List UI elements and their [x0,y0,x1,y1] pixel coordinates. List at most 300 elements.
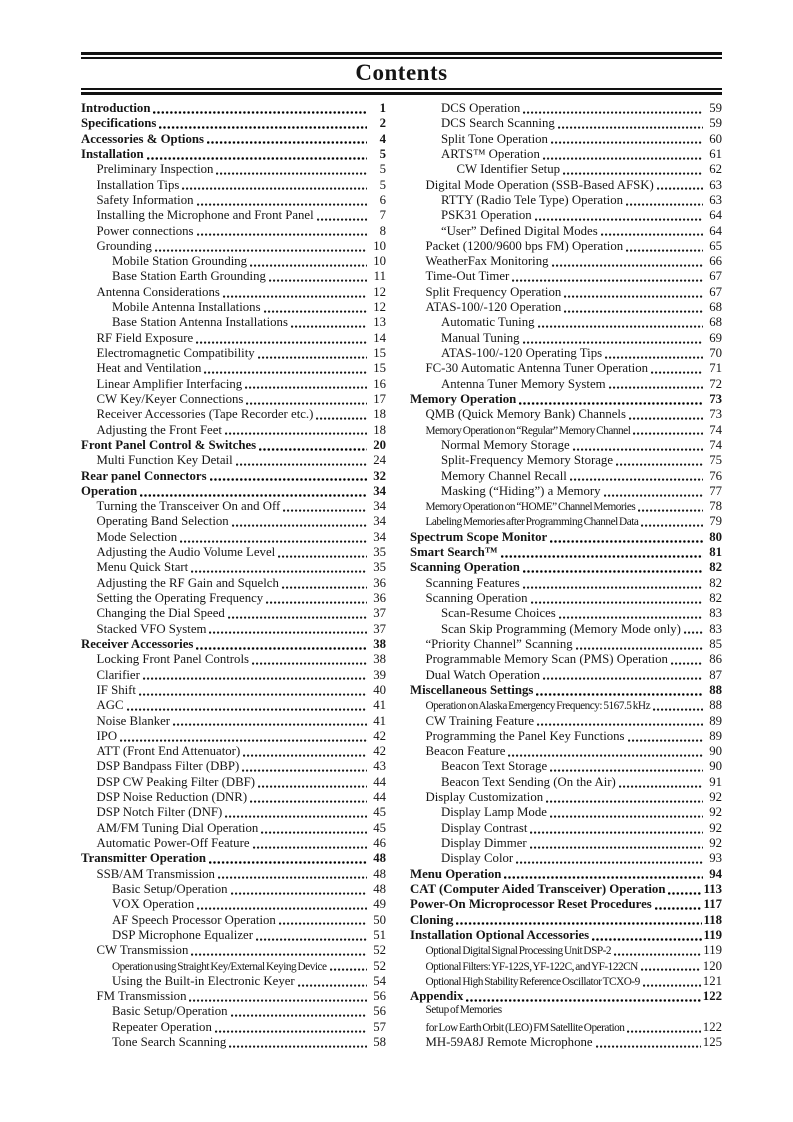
toc-entry [410,224,722,239]
dot-leader [531,601,704,604]
toc-entry-page: 125 [702,1035,722,1050]
toc-entry-label: Scanning Operation [425,591,528,605]
dot-leader [243,754,367,757]
toc-entry-label: VOX Operation [112,897,195,912]
toc-entry-page: 10 [373,238,386,253]
toc-entry [81,224,386,239]
toc-entry-page: 44 [373,774,386,789]
toc-entry-page: 76 [709,468,722,483]
toc-entry [81,974,386,989]
toc-entry-page: 79 [709,514,722,529]
toc-entry [410,1035,722,1050]
toc-entry-page: 52 [373,943,386,958]
toc-entry [410,576,722,591]
toc-entry [81,423,386,438]
toc-entry-label: DSP Noise Reduction (DNR) [96,790,248,805]
toc-entry-label: Specifications [81,116,157,131]
toc-entry-page: 6 [379,192,386,207]
dot-leader [229,1045,367,1048]
toc-entry-page: 11 [373,269,386,284]
toc-entry-label: for Low Earth Orbit (LEO) FM Satellite Operation [425,1021,625,1034]
toc-entry-label: Repeater Operation [112,1019,212,1034]
dot-leader [232,524,367,527]
toc-entry-label: Preliminary Inspection [96,162,214,177]
toc-entry [81,698,386,713]
toc-entry [410,285,722,300]
toc-entry-label: Antenna Considerations [96,284,220,299]
toc-entry-label: SSB/AM Transmission [96,866,215,881]
toc-entry-page: 34 [373,514,386,529]
toc-entry [410,300,722,315]
toc-entry [410,346,722,361]
toc-entry-label: CW Transmission [96,943,189,958]
toc-entry-label: Mobile Antenna Installations [112,300,261,315]
toc-entry-page: 56 [373,989,386,1004]
toc-entry [81,851,386,866]
toc-entry-label: Scan-Resume Choices [441,606,556,621]
toc-entry [81,989,386,1004]
toc-entry [410,683,722,698]
toc-entry [81,545,386,560]
dot-leader [537,723,703,726]
toc-entry-page: 74 [709,422,722,437]
toc-entry-page: 120 [702,958,722,973]
toc-entry-page: 90 [709,759,722,774]
toc-entry [410,851,722,866]
toc-entry-label: Multi Function Key Detail [96,453,233,468]
toc-entry-label: Grounding [96,238,152,253]
toc-entry [81,637,386,652]
dot-leader [538,325,703,328]
toc-entry-page: 77 [709,483,722,498]
toc-entry [410,499,722,514]
toc-entry [410,530,722,545]
dot-leader [550,769,703,772]
toc-entry-page: 68 [709,315,722,330]
toc-entry-label: Operation [81,483,138,498]
dot-leader [215,1030,367,1033]
dot-leader [250,264,367,267]
dot-leader [253,846,367,849]
toc-entry-page: 80 [709,529,722,544]
toc-entry-label: DSP Notch Filter (DNF) [96,805,223,820]
toc-entry-label: Installation Tips [96,177,180,192]
toc-entry-page: 17 [373,391,386,406]
dot-leader [628,739,703,742]
toc-entry [410,622,722,637]
toc-entry-page: 12 [373,284,386,299]
toc-entry [410,897,722,912]
toc-entry-page: 2 [379,116,386,131]
dot-leader [279,922,367,925]
dot-leader [209,861,367,864]
toc-entry-label: Mode Selection [96,529,178,544]
toc-entry [81,913,386,928]
toc-entry-page: 121 [702,973,722,988]
toc-entry-label: CW Key/Keyer Connections [96,391,244,406]
toc-entry-page: 5 [379,146,386,161]
toc-entry-page: 92 [709,805,722,820]
dot-leader [543,677,703,680]
toc-entry-page: 52 [373,958,386,973]
toc-entry-page: 54 [373,973,386,988]
dot-leader [283,509,367,512]
toc-entry-page: 64 [709,208,722,223]
dot-leader [250,800,367,803]
toc-entry-label: Operating Band Selection [96,514,229,529]
toc-entry [81,331,386,346]
toc-entry [81,1020,386,1035]
toc-entry-page: 85 [709,636,722,651]
toc-entry [410,331,722,346]
dot-leader [252,662,367,665]
toc-entry-label: Memory Operation [410,391,517,406]
toc-entry-page: 71 [709,361,722,376]
toc-entry [81,254,386,269]
toc-entry [410,928,722,943]
toc-entry-label: Memory Operation on “HOME” Channel Memories [425,501,636,514]
toc-entry-label: Receiver Accessories (Tape Recorder etc.) [96,407,314,422]
toc-entry-page: 64 [709,223,722,238]
toc-entry [410,469,722,484]
toc-entry-page: 5 [379,162,386,177]
toc-entry-page: 89 [709,728,722,743]
toc-entry-page: 67 [709,269,722,284]
dot-leader [523,586,703,589]
toc-entry [410,1020,722,1035]
dot-leader [671,662,703,665]
toc-entry-label: Locking Front Panel Controls [96,652,249,667]
dot-leader [231,892,367,895]
dot-leader [259,448,367,451]
toc-entry-label: CAT (Computer Aided Transceiver) Operation [410,881,666,896]
toc-entry-page: 66 [709,254,722,269]
dot-leader [657,187,703,190]
toc-entry-page: 12 [373,300,386,315]
toc-entry [81,300,386,315]
toc-entry [81,867,386,882]
toc-entry-page: 118 [703,912,722,927]
toc-entry-page: 48 [373,866,386,881]
dot-leader [258,785,367,788]
dot-leader [616,463,703,466]
toc-entry [410,514,722,529]
dot-leader [609,386,703,389]
toc-entry [81,285,386,300]
dot-leader [197,907,367,910]
toc-entry [81,361,386,376]
toc-entry-page: 119 [703,943,722,958]
title-rule-top [81,52,722,59]
toc-entry-page: 38 [373,636,386,651]
dot-leader [559,616,703,619]
toc-entry [81,591,386,606]
toc-entry-label: Display Customization [425,790,544,805]
toc-entry [410,989,722,1004]
toc-entry-label: RTTY (Radio Tele Type) Operation [441,192,623,207]
dot-leader [627,1030,700,1033]
toc-entry-page: 10 [373,254,386,269]
toc-entry [410,775,722,790]
toc-entry-page: 5 [379,177,386,192]
toc-entry-label: ATT (Front End Attenuator) [96,744,241,759]
toc-entry-label: ATAS-100/-120 Operating Tips [441,346,603,360]
toc-entry-label: Optional Filters: YF-122S, YF-122C, and YF-122CN [425,960,638,973]
toc-entry-label: Basic Setup/Operation [112,881,228,896]
toc-entry [81,943,386,958]
toc-entry [81,897,386,912]
toc-entry-page: 119 [703,927,722,942]
toc-entry [410,193,722,208]
toc-column-left [81,101,386,1050]
dot-leader [196,341,367,344]
dot-leader [180,540,367,543]
dot-leader [516,861,703,864]
toc-entry-label: Stacked VFO System [96,621,207,636]
toc-entry-page: 34 [373,499,386,514]
dot-leader [626,203,703,206]
toc-entry-page: 82 [709,575,722,590]
toc-entry-label: Base Station Antenna Installations [112,315,288,330]
dot-leader [668,892,701,895]
toc-entry-label: DCS Search Scanning [441,116,555,131]
toc-entry [410,178,722,193]
toc-entry [410,805,722,820]
toc-entry-label: Adjusting the Front Feet [96,422,222,437]
toc-entry-label: Adjusting the RF Gain and Squelch [96,575,279,590]
toc-entry [410,407,722,422]
toc-entry [81,315,386,330]
toc-entry [410,423,722,438]
toc-entry-label: Rear panel Connectors [81,468,207,483]
dot-leader [147,157,367,160]
toc-entry [81,101,386,116]
toc-entry [410,668,722,683]
toc-entry [81,147,386,162]
toc-entry [410,759,722,774]
dot-leader [592,938,701,941]
toc-entry-label: Optional High Stability Reference Oscillator TCXO-9 [425,975,640,988]
toc-entry-page: 92 [709,836,722,850]
toc-entry-label: Antenna Tuner Memory System [441,376,606,391]
dot-leader [256,938,367,941]
toc-entry-label: Installation Optional Accessories [410,927,590,942]
toc-entry [81,775,386,790]
toc-entry-label: ARTS™ Operation [441,146,540,161]
toc-entry-page: 48 [373,881,386,896]
dot-leader [140,494,367,497]
dot-leader [626,249,703,252]
page-title: Contents [355,60,448,85]
toc-entry-page: 88 [709,698,722,713]
toc-entry-label: Changing the Dial Speed [96,606,225,621]
toc-entry [81,116,386,131]
toc-entry-page: 1 [379,101,386,115]
toc-entry-page: 35 [373,545,386,560]
dot-leader [120,739,367,742]
dot-leader [573,448,703,451]
toc-entry-label: Scanning Features [425,575,520,590]
toc-entry [81,744,386,759]
toc-entry-page: 63 [709,177,722,192]
toc-entry-label: Basic Setup/Operation [112,1004,228,1019]
toc-entry-page: 15 [373,361,386,376]
toc-entry-page: 62 [709,162,722,177]
toc-entry [81,759,386,774]
toc-entry-page: 94 [709,866,722,881]
dot-leader [204,371,367,374]
toc-entry-page: 44 [373,790,386,805]
toc-entry [410,116,722,131]
dot-leader [552,264,703,267]
dot-leader [182,187,367,190]
toc-entry [410,132,722,147]
dot-leader [246,402,367,405]
toc-entry-page: 41 [373,713,386,728]
toc-entry-label: AM/FM Tuning Dial Operation [96,820,259,835]
toc-entry-page: 32 [373,468,386,483]
toc-entry-page: 83 [709,621,722,636]
dot-leader [228,616,367,619]
toc-entry-label: Adjusting the Audio Volume Level [96,545,276,560]
toc-entry-label: Beacon Text Storage [441,759,548,774]
toc-entry-label: Using the Built-in Electronic Keyer [112,973,295,988]
toc-entry [81,606,386,621]
toc-entry-label: Setup of Memories [425,1004,502,1017]
toc-entry-label: Setting the Operating Frequency [96,591,264,605]
dot-leader [143,677,367,680]
dot-leader [564,295,703,298]
toc-entry-label: Time-Out Timer [425,269,510,284]
toc-entry-label: MH-59A8J Remote Microphone [425,1035,593,1050]
dot-leader [207,141,367,144]
dot-leader [316,417,367,420]
toc-entry [81,193,386,208]
toc-entry [81,1004,386,1019]
dot-leader [523,341,703,344]
toc-entry-page: 49 [373,897,386,912]
toc-entry [81,132,386,147]
toc-entry [81,407,386,422]
toc-entry-page: 72 [709,376,722,391]
toc-entry [81,1035,386,1050]
dot-leader [550,815,703,818]
toc-entry-page: 18 [373,407,386,422]
toc-entry-label: AGC [96,698,124,713]
toc-entry-label: DSP Microphone Equalizer [112,927,253,942]
dot-leader [643,984,701,987]
dot-leader [564,310,703,313]
dot-leader [153,111,367,114]
dot-leader [558,126,703,129]
toc-entry-label: Operation using Straight Key/External Keying Device [112,960,327,973]
toc-entry-label: Manual Tuning [441,330,520,345]
toc-entry-label: Beacon Text Sending (On the Air) [441,774,616,789]
dot-leader [298,984,367,987]
toc-entry-page: 93 [709,851,722,866]
toc-entry-page: 92 [709,820,722,835]
toc-entry [410,606,722,621]
toc-entry [81,836,386,851]
toc-entry-label: Split Frequency Operation [425,284,562,299]
dot-leader [191,570,367,573]
toc-entry-label: AF Speech Processor Operation [112,912,276,927]
toc-entry [410,790,722,805]
toc-entry [81,469,386,484]
dot-leader [641,524,703,527]
dot-leader [535,218,703,221]
toc-entry-page: 82 [709,591,722,605]
toc-entry [81,821,386,836]
toc-entry-page: 14 [373,330,386,345]
toc-entry [410,453,722,468]
toc-entry [410,729,722,744]
toc-entry-page: 89 [709,713,722,728]
dot-leader [651,371,703,374]
dot-leader [466,999,700,1002]
toc-entry [81,392,386,407]
toc-entry-label: Noise Blanker [96,713,171,728]
toc-entry-label: Scan Skip Programming (Memory Mode only) [441,621,681,636]
toc-entry-label: Mobile Station Grounding [112,254,248,269]
toc-entry [81,714,386,729]
toc-entry [81,576,386,591]
toc-entry [410,147,722,162]
toc-entry [410,882,722,897]
toc-entry-label: Electromagnetic Compatibility [96,346,255,360]
toc-entry-page: 40 [373,682,386,697]
toc-entry-page: 16 [373,376,386,391]
dot-leader [258,356,367,359]
toc-entry-label: CW Training Feature [425,713,535,728]
toc-entry-page: 4 [379,131,386,146]
toc-entry [81,208,386,223]
dot-leader [619,785,703,788]
toc-entry [410,959,722,974]
dot-leader [191,953,367,956]
dot-leader [508,754,703,757]
title-rule-bottom [81,88,722,95]
dot-leader [225,815,367,818]
dot-leader [629,417,703,420]
toc-entry [81,652,386,667]
toc-entry-page: 86 [709,652,722,667]
toc-entry-page: 37 [373,606,386,621]
toc-entry-page: 51 [373,927,386,942]
toc-entry-page: 34 [373,483,386,498]
toc-entry-page: 24 [373,453,386,468]
dot-leader [155,249,367,252]
toc-entry-page: 122 [702,989,722,1004]
dot-leader [653,708,703,711]
toc-entry-page: 91 [709,774,722,789]
toc-entry-page: 45 [373,805,386,820]
toc-entry-page: 88 [709,682,722,697]
dot-leader [197,233,367,236]
dot-leader [605,356,703,359]
toc-entry-label: Programmable Memory Scan (PMS) Operation [425,652,668,667]
toc-entry-page: 87 [709,667,722,682]
dot-leader [604,494,703,497]
toc-entry-page: 41 [373,698,386,713]
toc-entry [81,959,386,974]
toc-entry-label: Turning the Transceiver On and Off [96,499,281,514]
contents-page [81,52,722,1050]
dot-leader [530,846,703,849]
dot-leader [638,509,703,512]
toc-entry [81,162,386,177]
toc-entry [410,208,722,223]
